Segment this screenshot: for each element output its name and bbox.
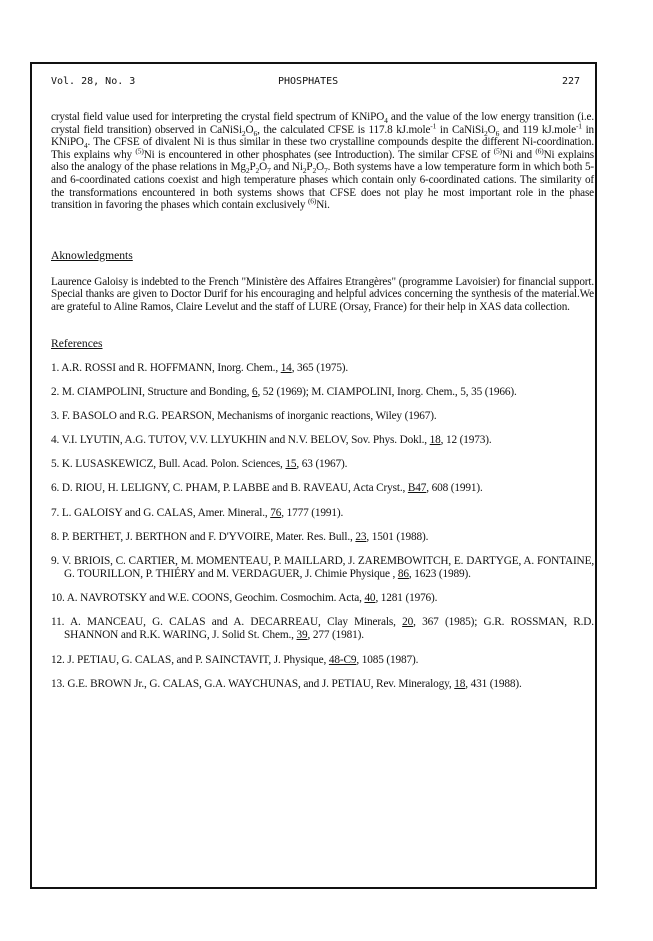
reference-item: 2. M. CIAMPOLINI, Structure and Bonding, 6, 52 (1969); M. CIAMPOLINI, Inorg. Chem., 5, 35 (1966).: [51, 385, 517, 398]
volume-label: Vol. 28, No. 3: [51, 76, 136, 87]
reference-list: [51, 362, 594, 691]
page-number: 227: [561, 76, 580, 87]
reference-item: 9. V. BRIOIS, C. CARTIER, M. MOMENTEAU, P. MAILLARD, J. ZAREMBOWITCH, E. DARTYGE, A. FONTAINE, G. TOURILLON, P. THIÉRY and M. VERDAGUER, J. Chimie Physique , 86, 1623 (1989).: [51, 555, 594, 581]
reference-item: 4. V.I. LYUTIN, A.G. TUTOV, V.V. LLYUKHIN and N.V. BELOV, Sov. Phys. Dokl., 18, 12 (1973).: [51, 434, 492, 447]
reference-item: 12. J. PETIAU, G. CALAS, and P. SAINCTAVIT, J. Physique, 48-C9, 1085 (1987).: [51, 653, 419, 666]
reference-item: 1. A.R. ROSSI and R. HOFFMANN, Inorg. Chem., 14, 365 (1975).: [51, 361, 349, 374]
reference-item: 3. F. BASOLO and R.G. PEARSON, Mechanisms of inorganic reactions, Wiley (1967).: [51, 409, 437, 422]
reference-item: 8. P. BERTHET, J. BERTHON and F. D'YVOIRE, Mater. Res. Bull., 23, 1501 (1988).: [51, 530, 429, 543]
running-title: PHOSPHATES: [278, 76, 339, 87]
document-page: [51, 76, 594, 702]
references-heading: References: [51, 336, 103, 350]
reference-item: 10. A. NAVROTSKY and W.E. COONS, Geochim. Cosmochim. Acta, 40, 1281 (1976).: [51, 592, 438, 605]
body-paragraph: crystal field value used for interpreting the crystal field spectrum of KNiPO$_4$ and the value of the low energy transition (i.e. crystal field transition) observed in $CaNiSi_2O_6$, the calculated CFSE is 117.8 kJ.mole$^{-1}$ in $CaNiSi_2O_6$ and 119 kJ.mole$^{-1}$ in KNiPO$_4$. The CFSE of divalent Ni is thus similar in these two crystalline compounds despite the different Ni-coordination. This explains why $^{(5)}$Ni is encountered in other phosphates (see Introduction). The similar CFSE of $^{(5)}$Ni and $^{(6)}$Ni explains also the analogy of the phase relations in $Mg_2P_2O_7$ and $Ni_2P_2O_7$. Both systems have a low temperature form in which both 5- and 6-coordinated cations coexist and high temperature phases which contain only 6-coordinated cations. The similarity of the transformations encountered in both systems shows that CFSE does not play he most important role in the phase transition in favoring the phases which contain exclusively $^{(6)}$Ni.: [51, 111, 594, 212]
reference-item: 11. A. MANCEAU, G. CALAS and A. DECARREAU, Clay Minerals, 20, 367 (1985); G.R. ROSSMAN, R.D. SHANNON and R.K. WARING, J. Solid St. Chem., 39, 277 (1981).: [51, 616, 594, 642]
running-header: [51, 76, 594, 92]
reference-item: 5. K. LUSASKEWICZ, Bull. Acad. Polon. Sciences, 15, 63 (1967).: [51, 458, 348, 471]
acknowledgments-heading: Aknowledgments: [51, 248, 133, 262]
acknowledgments-text: Laurence Galoisy is indebted to the French "Ministère des Affaires Etrangères" (programme Lavoisier) for financial support. Special thanks are given to Doctor Durif for his encouraging and helpful advices concerning the synthesis of the material.We are grateful to Aline Ramos, Claire Levelut and the staff of LURE (Orsay, France) for their help in XAS data collection.: [51, 275, 594, 313]
reference-item: 6. D. RIOU, H. LELIGNY, C. PHAM, P. LABBE and B. RAVEAU, Acta Cryst., B47, 608 (1991).: [51, 482, 483, 495]
reference-item: 13. G.E. BROWN Jr., G. CALAS, G.A. WAYCHUNAS, and J. PETIAU, Rev. Mineralogy, 18, 431 (1988).: [51, 677, 522, 690]
reference-item: 7. L. GALOISY and G. CALAS, Amer. Mineral., 76, 1777 (1991).: [51, 506, 344, 519]
